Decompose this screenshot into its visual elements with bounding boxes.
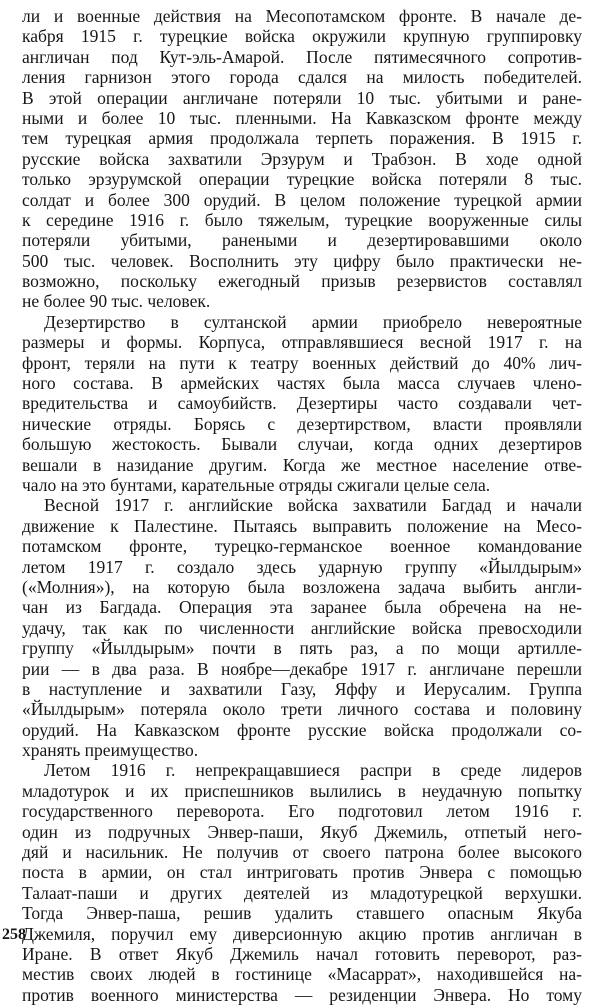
text-line: русские войска захватили Эрзурум и Трабзон. В ходе одной [22,148,582,169]
paragraph [22,760,582,1005]
text-line: чан из Багдада. Операция эта заранее была обречена на не- [22,597,582,618]
text-line: ными и более 10 тыс. пленными. На Кавказском фронте между [22,107,582,128]
text-line: фронт, теряли на пути к театру военных действий до 40% лич- [22,352,582,373]
text-line: размеры и формы. Корпуса, отправлявшиеся весной 1917 г. на [22,332,582,353]
text-line: местив своих людей в гостинице «Масаррат», находившейся на- [22,964,582,985]
text-line: «Йылдырым» потеряла около трети личного состава и половину [22,699,582,720]
paragraph [22,495,582,760]
page-number: 258 [2,926,26,943]
text-line: англичан под Кут-эль-Амарой. После пятимесячного сопротив- [22,46,582,67]
paragraph [22,6,582,312]
text-line: 500 тыс. человек. Восполнить эту цифру было практически не- [22,250,582,271]
text-line: младотурок и их приспешников вылились в неудачную попытку [22,780,582,801]
text-line: против военного министерства — резиденции Энвера. Но тому [22,984,582,1005]
text-line: большую жестокость. Бывали случаи, когда одних дезертиров [22,434,582,455]
text-line: кабря 1915 г. турецкие войска окружили крупную группировку [22,26,582,47]
text-line: государственного переворота. Его подготовил летом 1916 г. [22,801,582,822]
text-line: Летом 1916 г. непрекращавшиеся распри в среде лидеров [44,760,582,781]
body-text [22,6,582,1005]
text-line: дяй и насильник. Не получив от своего патрона более высокого [22,842,582,863]
text-line: («Молния»), на которую была возложена задача выбить англи- [22,576,582,597]
text-line: орудий. На Кавказском фронте русские войска продолжали со- [22,719,582,740]
text-line: Тогда Энвер-паша, решив удалить ставшего опасным Якуба [22,903,582,924]
text-line: В этой операции англичане потеряли 10 тыс. убитыми и ране- [22,87,582,108]
text-line: возможно, поскольку ежегодный призыв резервистов составлял [22,271,582,292]
paragraph [22,312,582,496]
text-line: к середине 1916 г. было тяжелым, турецкие вооруженные силы [22,209,582,230]
text-line: один из подручных Энвер-паши, Якуб Джемиль, отпетый него- [22,821,582,842]
text-line: ли и военные действия на Месопотамском фронте. В начале де- [22,6,582,26]
text-line: вешали в назидание другим. Когда же местное население отве- [22,454,582,475]
text-line: в наступление и захватили Газу, Яффу и Иерусалим. Группа [22,678,582,699]
text-line: не более 90 тыс. человек. [22,291,211,312]
text-line: летом 1917 г. создало здесь ударную группу «Йылдырым» [22,556,582,577]
text-line: хранять преимущество. [22,740,199,761]
text-line: солдат и более 300 орудий. В целом положение турецкой армии [22,189,582,210]
text-line: Дезертирство в султанской армии приобрело невероятные [44,311,582,332]
text-line: потамском фронте, турецко-германское военное командование [22,536,582,557]
text-line: группу «Йылдырым» почти в пять раз, а по мощи артилле- [22,638,582,659]
text-line: вредительства и самоубийств. Дезертиры часто создавали чет- [22,393,582,414]
text-line: ления гарнизон этого города сдался на милость победителей. [22,67,582,88]
text-line: потеряли убитыми, ранеными и дезертировавшими около [22,230,582,251]
text-line: рии — в два раза. В ноябре—декабре 1917 г. англичане перешли [22,658,582,679]
text-line: движение к Палестине. Пытаясь выправить положение на Месо- [22,515,582,536]
text-line: поста в армии, он стал интриговать против Энвера с помощью [22,862,582,883]
text-line: ного состава. В армейских частях была масса случаев члено- [22,373,582,394]
text-line: Джемиля, поручил ему диверсионную акцию против англичан в [22,923,582,944]
text-line: Иране. В ответ Якуб Джемиль начал готовить переворот, раз- [22,943,582,964]
text-line: тем турецкая армия продолжала терпеть поражения. В 1915 г. [22,128,582,149]
text-line: удачу, так как по численности английские войска превосходили [22,617,582,638]
text-line: Весной 1917 г. английские войска захватили Багдад и начали [44,495,582,516]
text-line: только эрзурумской операции турецкие войска потеряли 8 тыс. [22,169,582,190]
text-line: чало на это бунтами, карательные отряды сжигали целые села. [22,474,491,495]
text-line: нические отряды. Борясь с дезертирством, власти проявляли [22,413,582,434]
text-line: Талаат-паши и других деятелей из младотурецкой верхушки. [22,882,582,903]
